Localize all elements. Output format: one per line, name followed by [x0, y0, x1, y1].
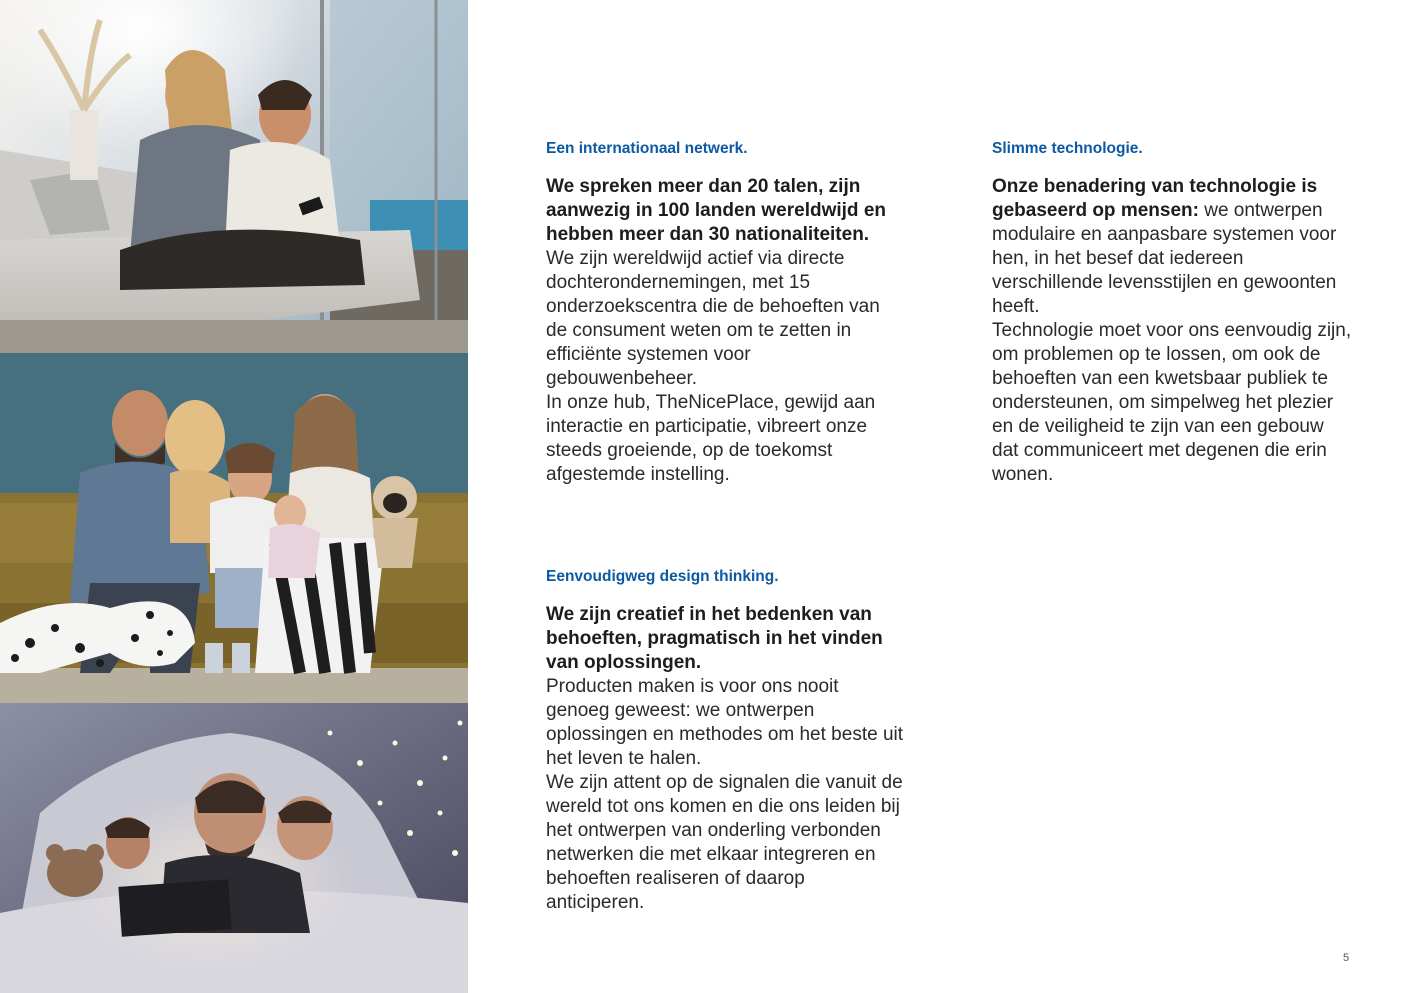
section-paragraph: Technologie moet voor ons eenvoudig zijn, om problemen op te lossen, om ook de behoeften van een kwetsbaar publiek te ondersteunen, om simpelweg het plezier en de veiligheid te zijn van een gebouw dat communiceert met degenen die erin wonen. — [992, 320, 1352, 485]
section-lead-paragraph — [992, 175, 1354, 319]
page-number: 5 — [1342, 952, 1350, 964]
section-lead-rest: we ontwerpen modulaire en aanpasbare systemen voor hen, in het besef dat iedereen verschillende levensstijlen en gewoonten heeft. — [992, 200, 1337, 317]
section-paragraph: In onze hub, TheNicePlace, gewijd aan interactie en participatie, vibreert onze steeds groeiende, op de toekomst afgestemde instelling. — [546, 392, 876, 485]
section-kicker: Slimme technologie. — [992, 140, 1143, 157]
section-paragraph: Producten maken is voor ons nooit genoeg geweest: we ontwerpen oplossingen en methodes om het beste uit het leven te halen. — [546, 676, 904, 769]
section-kicker: Eenvoudigweg design thinking. — [546, 568, 779, 585]
section-body — [546, 603, 906, 915]
section-lead: Onze benadering van technologie is gebaseerd op mensen: — [992, 176, 1318, 221]
family-living-room-photo — [0, 0, 468, 353]
family-under-blanket-photo — [0, 703, 468, 993]
section-paragraph: We zijn attent op de signalen die vanuit de wereld tot ons komen en die ons leiden bij het ontwerpen van onderling verbonden netwerken die met elkaar integreren en behoeften realiseren of daarop anticiperen. — [546, 772, 903, 913]
section-design-thinking — [546, 568, 906, 915]
section-kicker: Een internationaal netwerk. — [546, 140, 748, 157]
family-sofa-dogs-photo — [0, 353, 468, 703]
section-paragraph: We zijn wereldwijd actief via directe dochterondernemingen, met 15 onderzoekscentra die de behoeften van de consument weten om te zetten in efficiënte systemen voor gebouwenbeheer. — [546, 248, 880, 389]
section-international-network — [546, 140, 906, 487]
section-lead: We spreken meer dan 20 talen, zijn aanwezig in 100 landen wereldwijd en hebben meer dan 30 nationaliteiten. — [546, 176, 886, 245]
section-body — [992, 175, 1354, 487]
section-body — [546, 175, 906, 487]
section-lead: We zijn creatief in het bedenken van behoeften, pragmatisch in het vinden van oplossingen. — [546, 604, 883, 673]
section-smart-technology — [992, 140, 1354, 487]
photo-column — [0, 0, 468, 993]
